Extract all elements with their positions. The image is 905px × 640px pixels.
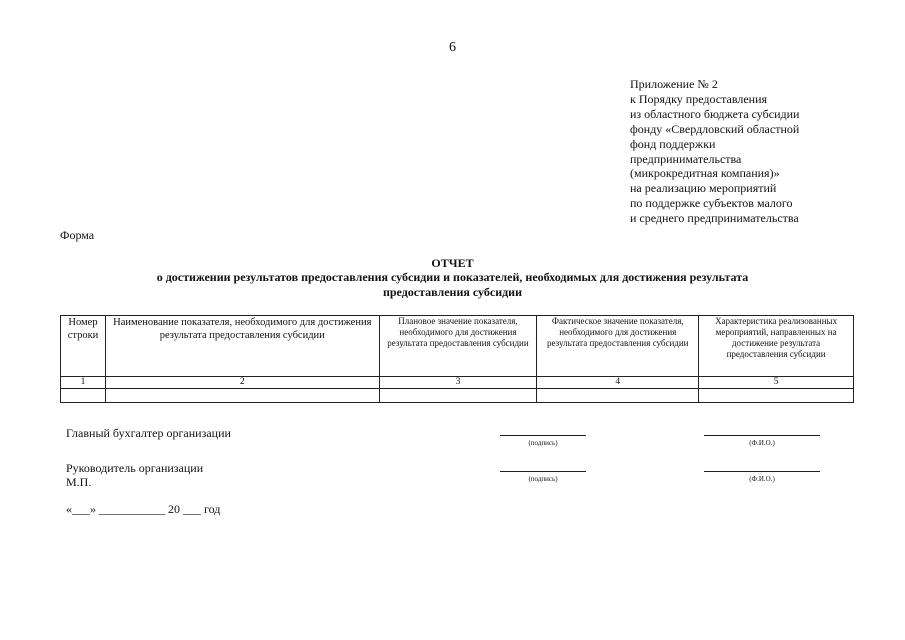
appendix-line: Приложение № 2 xyxy=(630,77,718,91)
signature-caption: (подпись) xyxy=(528,439,558,447)
name-caption: (Ф.И.О.) xyxy=(749,439,775,447)
appendix-line: на реализацию мероприятий xyxy=(630,181,777,196)
header-activities: Характеристика реализованных мероприятий, направленных на достижение результата предоставления субсидии xyxy=(699,316,854,377)
column-number: 2 xyxy=(105,377,379,389)
appendix-line: к Порядку предоставления xyxy=(630,91,768,106)
appendix-line: и среднего предпринимательства xyxy=(630,211,799,226)
form-label: Форма xyxy=(60,228,95,242)
appendix-line: фонд поддержки xyxy=(630,136,716,151)
table-row xyxy=(61,389,854,403)
table-header-row xyxy=(61,316,854,377)
header-planned-value: Плановое значение показателя, необходимого для достижения результата предоставления субсидии xyxy=(379,316,537,377)
table-cell[interactable] xyxy=(61,389,106,403)
report-subtitle xyxy=(0,270,905,300)
date-line: «___» ___________ 20 ___ год xyxy=(66,502,221,516)
header-actual-value: Фактическое значение показателя, необходимого для достижения результата предоставления субсидии xyxy=(537,316,699,377)
header-indicator-name: Наименование показателя, необходимого для достижения результата предоставления субсидии xyxy=(105,316,379,377)
report-title: ОТЧЕТ xyxy=(431,256,474,270)
appendix-line: фонду «Свердловский областной xyxy=(630,121,800,136)
appendix-line: (микрокредитная компания)» xyxy=(630,166,780,181)
column-number: 1 xyxy=(61,377,106,389)
table-cell[interactable] xyxy=(537,389,699,403)
column-number: 3 xyxy=(379,377,537,389)
accountant-name-line[interactable] xyxy=(704,435,820,436)
column-number: 4 xyxy=(537,377,699,389)
signature-caption: (подпись) xyxy=(528,475,558,483)
appendix-line: предпринимательства xyxy=(630,151,742,166)
report-subtitle-line: предоставления субсидии xyxy=(382,285,523,299)
table-number-row xyxy=(61,377,854,389)
stamp-label: М.П. xyxy=(66,475,92,489)
column-number: 5 xyxy=(699,377,854,389)
table-cell[interactable] xyxy=(105,389,379,403)
table-cell[interactable] xyxy=(379,389,537,403)
report-table xyxy=(60,315,854,403)
report-subtitle-line: о достижении результатов предоставления субсидии и показателей, необходимых для достижения результата xyxy=(156,270,749,284)
appendix-line: по поддержке субъектов малого xyxy=(630,196,793,211)
page-number: 6 xyxy=(449,40,456,55)
name-caption: (Ф.И.О.) xyxy=(749,475,775,483)
accountant-label: Главный бухгалтер организации xyxy=(66,426,231,440)
table-cell[interactable] xyxy=(699,389,854,403)
header-row-number: Номер строки xyxy=(61,316,106,377)
accountant-signature-line[interactable] xyxy=(500,435,586,436)
appendix-line: из областного бюджета субсидии xyxy=(630,106,800,121)
head-name-line[interactable] xyxy=(704,471,820,472)
appendix-block xyxy=(630,77,799,226)
head-label: Руководитель организации xyxy=(66,461,204,475)
head-signature-line[interactable] xyxy=(500,471,586,472)
